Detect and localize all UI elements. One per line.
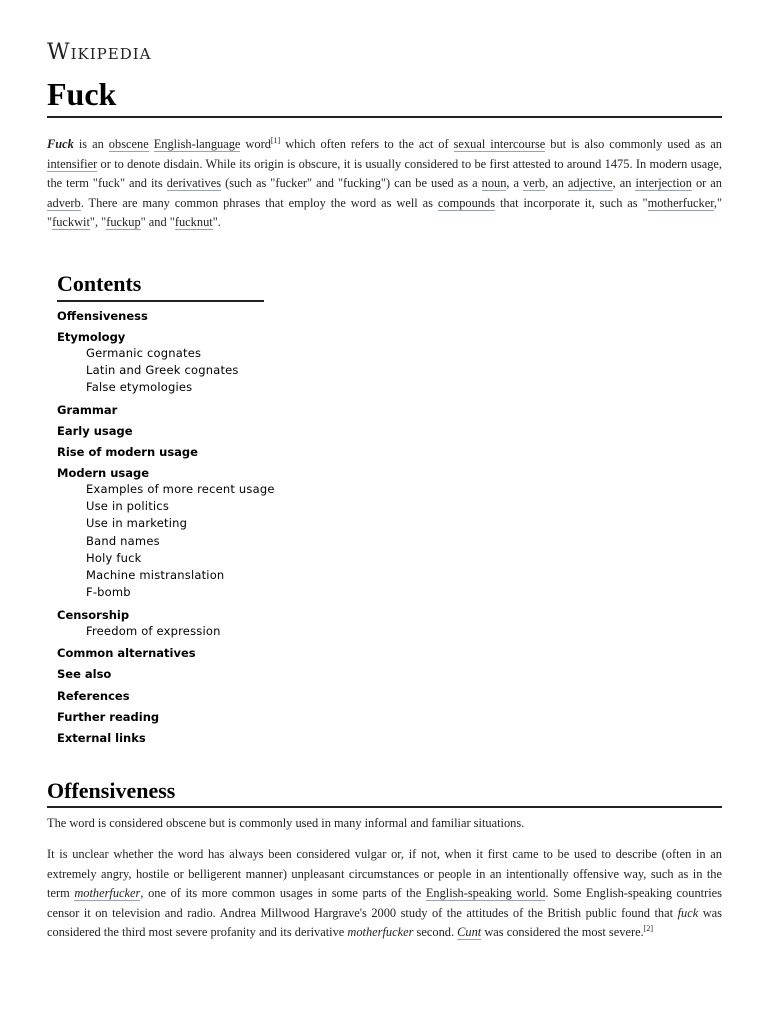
toc-item-machine-mistranslation[interactable]: Machine mistranslation: [86, 568, 225, 582]
toc-item-rise-of-modern-usage[interactable]: Rise of modern usage: [57, 445, 198, 459]
toc-title: Contents: [57, 271, 142, 296]
section-heading-offensiveness: Offensiveness: [47, 778, 176, 803]
text: " and ": [140, 215, 175, 229]
text: or an: [691, 176, 722, 190]
text: word: [240, 137, 271, 151]
toc-item-band-names[interactable]: Band names: [86, 534, 160, 548]
text: , an: [545, 176, 568, 190]
text: second.: [413, 925, 458, 939]
toc-item-references[interactable]: References: [57, 689, 130, 703]
paragraph-text: The word is considered obscene but is commonly used in many informal and familiar situations.: [47, 816, 525, 830]
italic-term: Cunt: [457, 925, 482, 939]
link-noun[interactable]: noun: [481, 176, 507, 190]
toc-item-censorship[interactable]: Censorship: [57, 608, 130, 622]
text: ," ": [47, 195, 722, 229]
toc-item-see-also[interactable]: See also: [57, 667, 112, 681]
toc-item-use-in-politics[interactable]: Use in politics: [86, 499, 170, 513]
toc-item-germanic-cognates[interactable]: Germanic cognates: [86, 346, 202, 360]
link-adjective[interactable]: adjective: [567, 176, 613, 190]
toc-item-common-alternatives[interactable]: Common alternatives: [57, 646, 196, 660]
text: is an: [73, 137, 109, 151]
toc-item-f-bomb[interactable]: F-bomb: [86, 585, 131, 599]
intro-paragraph: [47, 135, 722, 233]
link-fuckup[interactable]: fuckup: [106, 215, 141, 229]
offensiveness-paragraph-1: [47, 814, 722, 834]
link-cunt[interactable]: [457, 925, 481, 940]
text: . Some English-speaking countries censor it on television and radio. Andrea Millwood Hargrave's 2000 study of the attitudes of the British public found that: [47, 886, 722, 920]
text: was considered the most severe.: [481, 925, 644, 939]
toc-item-recent-usage[interactable]: Examples of more recent usage: [86, 482, 275, 496]
toc-item-freedom-of-expression[interactable]: Freedom of expression: [86, 624, 221, 638]
toc-item-external-links[interactable]: External links: [57, 731, 146, 745]
link-motherfucker-italic[interactable]: [74, 886, 140, 901]
toc-item-use-in-marketing[interactable]: Use in marketing: [86, 516, 188, 530]
link-verb[interactable]: verb: [523, 176, 546, 190]
text: , one of its more common usages in some parts of the: [140, 886, 426, 900]
link-english-speaking-world[interactable]: English-speaking world: [425, 886, 546, 900]
text: [149, 137, 154, 151]
link-interjection[interactable]: interjection: [635, 176, 692, 190]
toc-item-latin-greek-cognates[interactable]: Latin and Greek cognates: [86, 363, 239, 377]
text: was considered the third most severe profanity and its derivative: [47, 905, 722, 939]
offensiveness-paragraph-2: [47, 845, 722, 943]
section-divider: [47, 806, 722, 808]
italic-term: motherfucker: [74, 886, 141, 900]
toc-item-false-etymologies[interactable]: False etymologies: [86, 380, 193, 394]
toc-item-further-reading[interactable]: Further reading: [57, 710, 160, 724]
toc-item-modern-usage[interactable]: Modern usage: [57, 466, 150, 480]
reference-2[interactable]: [2]: [643, 923, 653, 933]
toc-item-etymology[interactable]: Etymology: [57, 330, 126, 344]
text: or to denote disdain. While its origin is obscure, it is usually considered to be first attested to around 1475. In modern usage, the term "fuck" and its: [47, 156, 722, 190]
link-intensifier[interactable]: intensifier: [47, 156, 98, 171]
text: It is unclear whether the word has always been considered vulgar or, if not, when it first came to be used to describe (often in an extremely angry, hostile or belligerent manner) unpleasant circumstances or people in an intentionally offensive way, such as in the term: [47, 847, 722, 900]
italic-term: fuck: [677, 905, 699, 920]
text: . There are many common phrases that employ the word as well as: [80, 195, 438, 210]
toc-item-early-usage[interactable]: Early usage: [57, 424, 133, 438]
wikipedia-wordmark[interactable]: Wikipedia: [47, 40, 152, 65]
link-fucknut[interactable]: fucknut: [174, 215, 213, 229]
intro-term: Fuck: [47, 137, 74, 151]
link-obscene[interactable]: obscene: [108, 137, 149, 151]
link-sexual-intercourse[interactable]: sexual intercourse: [453, 137, 546, 151]
link-adverb[interactable]: adverb: [47, 195, 81, 210]
italic-term: motherfucker: [347, 925, 414, 939]
page-title: Fuck: [47, 76, 117, 112]
toc-item-offensiveness[interactable]: Offensiveness: [57, 309, 148, 323]
toc-divider: [57, 300, 264, 302]
reference-1[interactable]: [1]: [270, 135, 281, 145]
link-motherfucker[interactable]: motherfucker: [647, 195, 714, 210]
link-compounds[interactable]: compounds: [437, 195, 496, 210]
text: but is also commonly used as an: [545, 137, 722, 151]
text: , an: [612, 176, 636, 190]
toc-item-grammar[interactable]: Grammar: [57, 403, 118, 417]
toc-item-holy-fuck[interactable]: Holy fuck: [86, 551, 142, 565]
link-derivatives[interactable]: derivatives: [166, 176, 222, 190]
link-english-language[interactable]: English-language: [153, 137, 241, 151]
link-fuckwit[interactable]: fuckwit: [52, 215, 90, 229]
text: which often refers to the act of: [280, 137, 454, 151]
text: , a: [506, 176, 524, 190]
text: (such as "fucker" and "fucking") can be used as a: [221, 176, 482, 190]
text: ", ": [89, 215, 107, 229]
title-divider: [47, 116, 722, 118]
text: ".: [212, 215, 221, 229]
text: that incorporate it, such as ": [495, 195, 648, 210]
